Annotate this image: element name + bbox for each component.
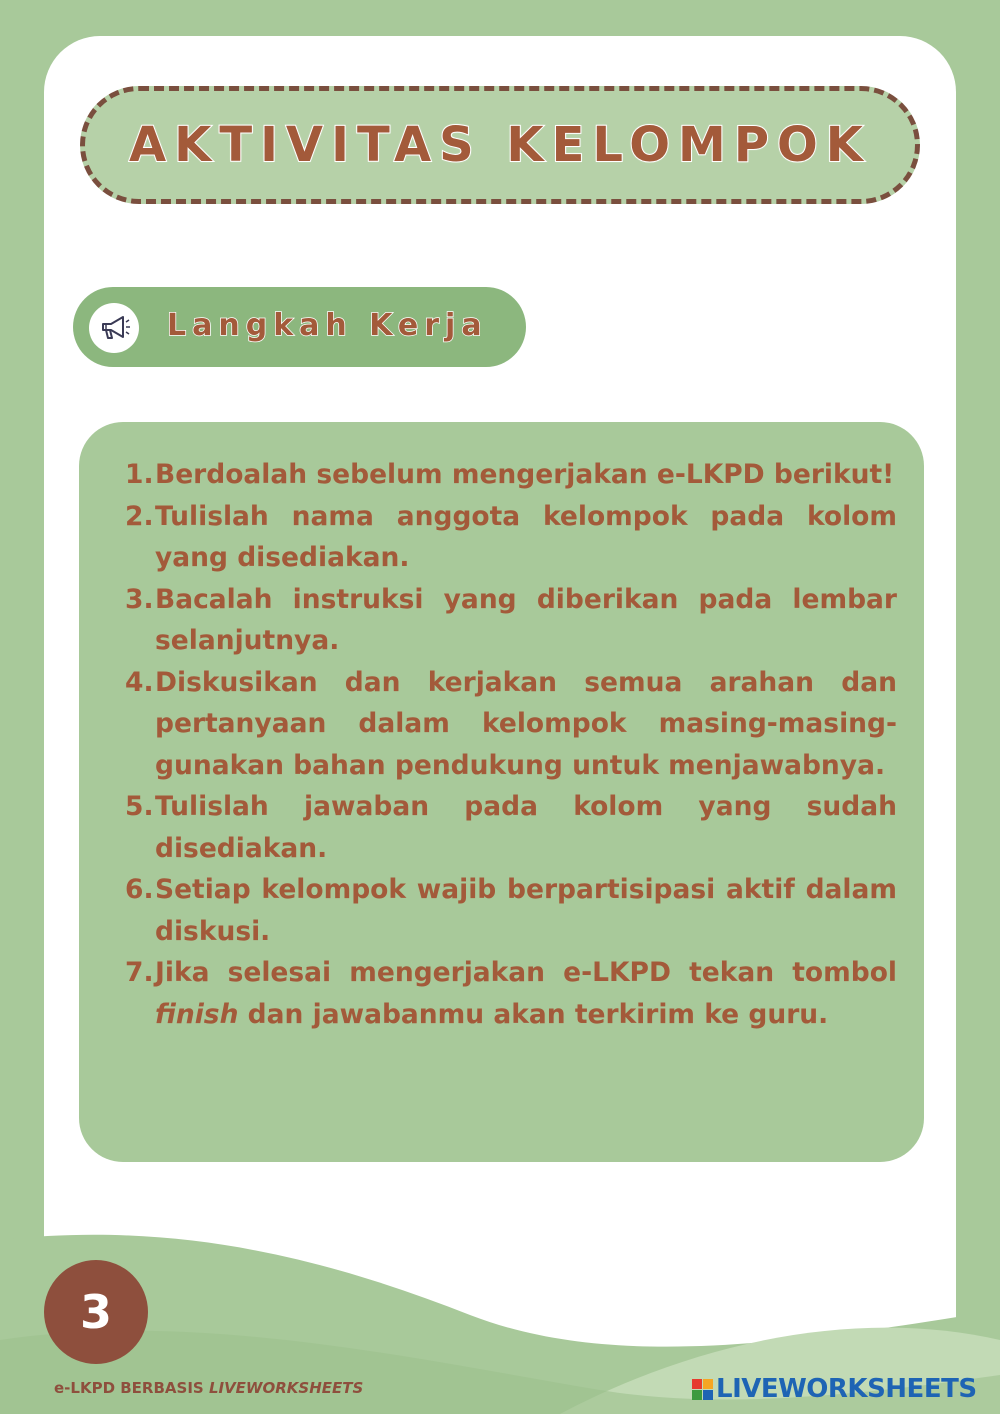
step-text: Tulislah nama anggota kelompok pada kolom yang disediakan. [155,500,897,573]
step-number: 2. [125,500,154,532]
list-item [125,952,897,1035]
finish-keyword: finish [155,998,239,1030]
list-item [125,869,897,952]
step-number: 5. [125,791,154,822]
step-text-after: dan jawabanmu akan terkirim ke guru. [238,998,829,1030]
steps-panel [79,422,924,1162]
footer-italic: LIVEWORKSHEETS [208,1379,364,1397]
steps-list [125,454,897,1035]
footer-caption [54,1379,363,1397]
list-item [125,662,897,787]
page-number: 3 [79,1285,112,1339]
step-text: Setiap kelompok wajib berpartisipasi aktif dalam diskusi. [155,874,897,947]
page-title: AKTIVITAS KELOMPOK [128,117,871,173]
megaphone-icon [89,303,139,353]
step-text-before: Jika selesai mengerjakan e-LKPD tekan tombol [155,957,897,988]
step-number: 1. [125,459,154,490]
step-number: 7. [125,957,154,988]
list-item [125,496,897,579]
list-item [125,454,897,496]
section-title: Langkah Kerja [167,308,488,343]
page-number-badge [44,1260,148,1364]
liveworksheets-logo [692,1372,977,1406]
footer-prefix: e-LKPD BERBASIS [54,1379,209,1397]
step-text: Tulislah jawaban pada kolom yang sudah disediakan. [155,791,897,864]
step-text: Bacalah instruksi yang diberikan pada lembar selanjutnya. [155,583,897,656]
section-header [73,287,526,367]
logo-text: LIVEWORKSHEETS [716,1374,977,1404]
logo-squares-icon [692,1379,713,1400]
list-item [125,786,897,869]
step-number: 3. [125,583,154,615]
list-item [125,579,897,662]
step-text: Diskusikan dan kerjakan semua arahan dan pertanyaan dalam kelompok masing-masing- gunakan bahan pendukung untuk menjawabnya. [155,666,897,781]
step-number: 4. [125,666,154,698]
step-text: Berdoalah sebelum mengerjakan e-LKPD berikut! [155,459,895,490]
title-banner [80,86,920,204]
step-number: 6. [125,874,154,905]
